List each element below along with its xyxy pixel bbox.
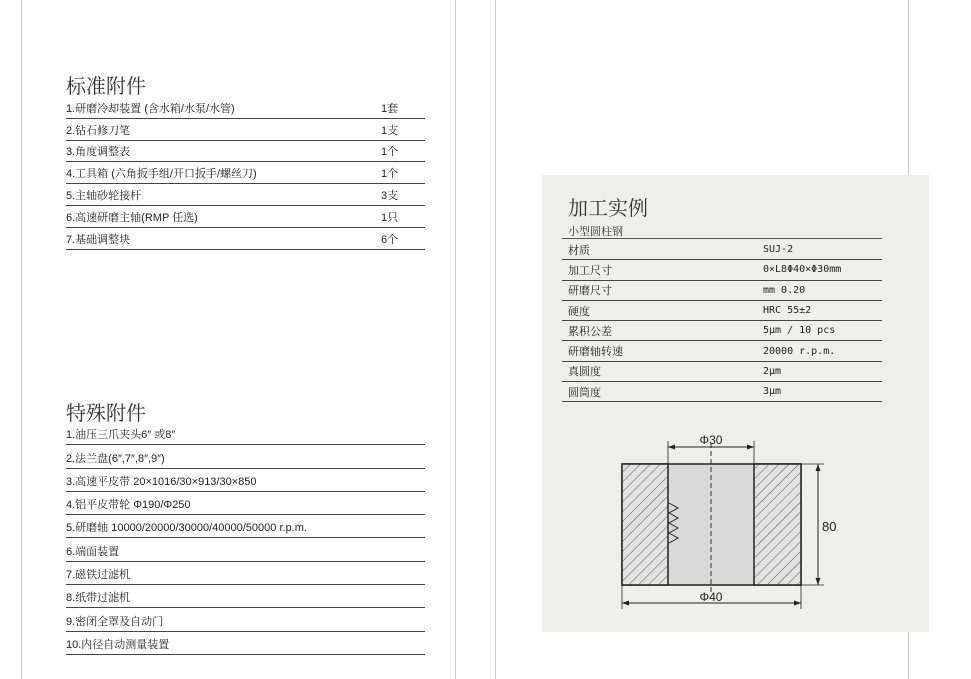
spec-key: 研磨轴转速: [568, 346, 623, 359]
standard-item: [66, 162, 425, 184]
subtitle-divider: [562, 238, 882, 239]
special-item: [66, 492, 425, 515]
special-item-name: 10.内径自动测量装置: [66, 638, 170, 651]
standard-item: [66, 184, 425, 206]
standard-item: [66, 228, 425, 250]
outer-dim-arrow-right: [794, 601, 801, 606]
spec-key: 材质: [568, 244, 590, 257]
special-item: [66, 632, 425, 655]
special-item-name: 8.纸带过滤机: [66, 592, 131, 605]
spec-value: 5μm / 10 pcs: [763, 325, 836, 337]
standard-item-name: 1.研磨冷却装置 (含水箱/水泵/水管): [66, 102, 235, 115]
left-wall-hatch: [622, 464, 668, 585]
special-item: [66, 515, 425, 538]
standard-item: [66, 97, 425, 119]
special-item: [66, 562, 425, 585]
spec-key: 圆筒度: [568, 386, 601, 399]
standard-item-qty: 6个: [381, 233, 399, 246]
spec-value: SUJ-2: [763, 244, 794, 256]
spec-value: mm 0.20: [763, 284, 806, 296]
height-dim-arrow-top: [816, 464, 821, 471]
spec-value: 2μm: [763, 365, 782, 377]
spec-value: HRC 55±2: [763, 305, 812, 317]
spec-table: [562, 240, 882, 402]
page-edge-left: [21, 0, 22, 679]
spec-value: 3μm: [763, 386, 782, 398]
special-item-name: 6.端面装置: [66, 545, 120, 558]
special-item-name: 7.磁铁过滤机: [66, 569, 131, 582]
standard-list: [66, 97, 425, 250]
special-item: [66, 469, 425, 492]
standard-item: [66, 206, 425, 228]
special-title: 特殊附件: [66, 403, 146, 425]
spec-row: [562, 341, 882, 361]
standard-item-qty: 1个: [381, 146, 399, 159]
right-wall-hatch: [754, 464, 801, 585]
standard-item-name: 4.工具箱 (六角扳手组/开口扳手/螺丝刀): [66, 168, 257, 181]
standard-item: [66, 141, 425, 163]
standard-title: 标准附件: [66, 76, 146, 98]
special-item-name: 3.高速平皮带 20×1016/30×913/30×850: [66, 475, 257, 488]
spec-row: [562, 240, 882, 260]
special-item: [66, 445, 425, 468]
special-item: [66, 608, 425, 631]
standard-item-qty: 3支: [381, 189, 399, 202]
spec-value: 0×L8Φ40×Φ30mm: [763, 264, 842, 276]
standard-item: [66, 119, 425, 141]
special-item-name: 1.油压三爪夹头6″ 或8″: [66, 429, 176, 442]
special-item-name: 9.密闭全罩及自动门: [66, 615, 164, 628]
example-title: 加工实例: [568, 198, 648, 220]
standard-item-name: 6.高速研磨主轴(RMP 任选): [66, 211, 198, 224]
spec-row: [562, 362, 882, 382]
outer-dim-label: Φ40: [699, 590, 723, 604]
spec-key: 累积公差: [568, 325, 612, 338]
part-drawing: [600, 425, 860, 615]
standard-item-qty: 1支: [381, 124, 399, 137]
outer-dim-arrow-left: [622, 601, 629, 606]
standard-item-qty: 1套: [381, 102, 399, 115]
special-item-name: 2.法兰盘(6″,7″,8″,9″): [66, 452, 165, 465]
special-list: [66, 422, 425, 655]
spec-row: [562, 321, 882, 341]
standard-item-name: 3.角度调整表: [66, 146, 131, 159]
special-item: [66, 422, 425, 445]
page-edge-center-right: [495, 0, 496, 679]
special-item-name: 5.研磨轴 10000/20000/30000/40000/50000 r.p.m.: [66, 522, 307, 535]
standard-item-name: 7.基础调整块: [66, 233, 131, 246]
inner-dim-arrow-right: [747, 445, 754, 450]
spec-key: 研磨尺寸: [568, 285, 612, 298]
standard-item-name: 2.钻石修刀笔: [66, 124, 131, 137]
page-edge-center-left: [455, 0, 456, 679]
spec-value: 20000 r.p.m.: [763, 345, 836, 357]
special-item: [66, 585, 425, 608]
inner-dim-arrow-left: [668, 445, 675, 450]
standard-item-qty: 1只: [381, 211, 399, 224]
spec-key: 硬度: [568, 305, 590, 318]
spec-row: [562, 281, 882, 301]
special-item-name: 4.铝平皮带轮 Φ190/Φ250: [66, 499, 191, 512]
spec-key: 加工尺寸: [568, 264, 612, 277]
special-item: [66, 538, 425, 561]
standard-item-qty: 1个: [381, 168, 399, 181]
height-dim-arrow-bottom: [816, 578, 821, 585]
spec-row: [562, 260, 882, 280]
height-dim-label: 80: [822, 519, 837, 534]
spec-row: [562, 382, 882, 402]
spec-key: 真圆度: [568, 366, 601, 379]
spec-row: [562, 301, 882, 321]
example-subtitle: 小型圆柱钢: [568, 226, 623, 238]
inner-dim-label: Φ30: [699, 433, 723, 447]
standard-item-name: 5.主轴砂轮接杆: [66, 189, 142, 202]
